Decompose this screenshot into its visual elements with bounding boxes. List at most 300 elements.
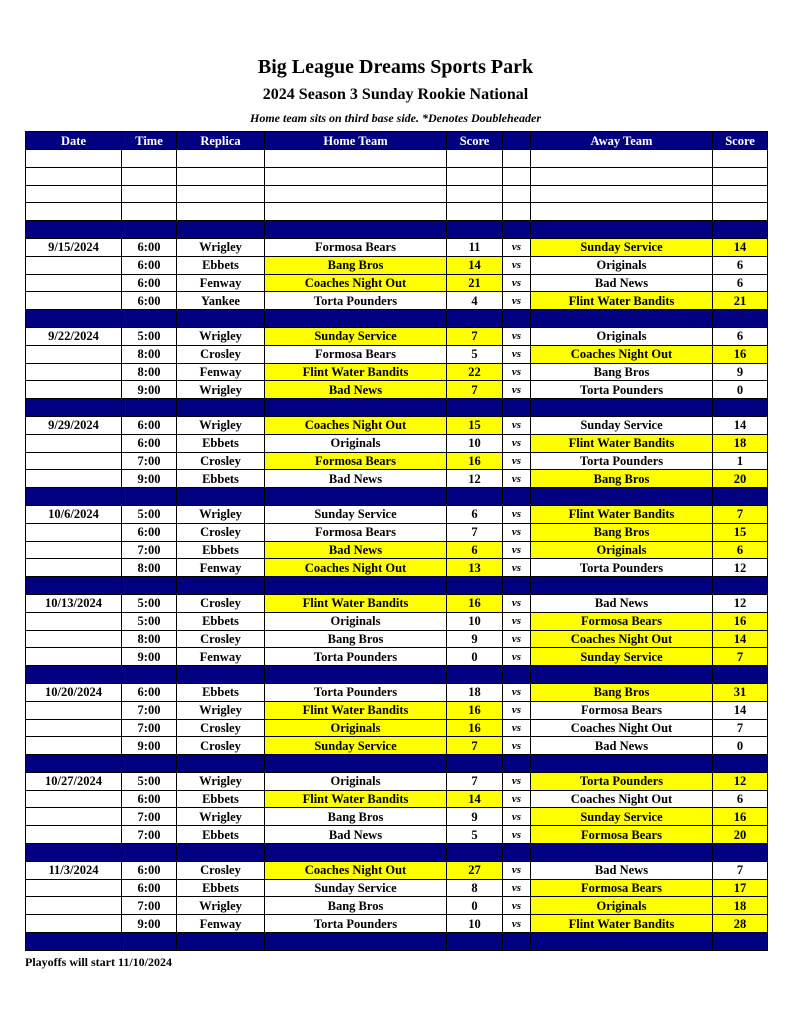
game-time: 6:00 xyxy=(122,523,177,541)
game-replica: Wrigley xyxy=(177,897,265,915)
game-date xyxy=(26,434,122,452)
away-score: 7 xyxy=(713,505,768,523)
away-score: 16 xyxy=(713,808,768,826)
game-date: 9/29/2024 xyxy=(26,416,122,434)
home-team: Originals xyxy=(265,612,447,630)
blank-cell xyxy=(122,203,177,221)
game-row xyxy=(26,897,768,915)
col-header-vs xyxy=(503,132,531,150)
week-separator xyxy=(26,666,768,684)
away-team: Bad News xyxy=(531,594,713,612)
blank-cell xyxy=(713,167,768,185)
blank-cell xyxy=(265,167,447,185)
home-score: 16 xyxy=(447,719,503,737)
away-score: 21 xyxy=(713,292,768,310)
vs-label: vs xyxy=(503,897,531,915)
game-date xyxy=(26,363,122,381)
away-score: 14 xyxy=(713,701,768,719)
blank-cell xyxy=(26,150,122,168)
home-score: 16 xyxy=(447,452,503,470)
separator-cell xyxy=(26,488,122,506)
home-team: Formosa Bears xyxy=(265,345,447,363)
home-score: 6 xyxy=(447,541,503,559)
blank-cell xyxy=(447,167,503,185)
home-team: Torta Pounders xyxy=(265,648,447,666)
separator-cell xyxy=(265,666,447,684)
game-replica: Wrigley xyxy=(177,701,265,719)
game-time: 7:00 xyxy=(122,452,177,470)
away-team: Formosa Bears xyxy=(531,879,713,897)
vs-label: vs xyxy=(503,327,531,345)
blank-cell xyxy=(713,185,768,203)
home-score: 7 xyxy=(447,381,503,399)
game-date: 11/3/2024 xyxy=(26,861,122,879)
vs-label: vs xyxy=(503,808,531,826)
separator-cell xyxy=(447,933,503,951)
away-score: 1 xyxy=(713,452,768,470)
separator-cell xyxy=(177,488,265,506)
home-score: 18 xyxy=(447,683,503,701)
separator-cell xyxy=(713,577,768,595)
game-replica: Wrigley xyxy=(177,381,265,399)
away-score: 7 xyxy=(713,648,768,666)
vs-label: vs xyxy=(503,648,531,666)
vs-label: vs xyxy=(503,345,531,363)
home-score: 0 xyxy=(447,897,503,915)
away-score: 12 xyxy=(713,594,768,612)
separator-cell xyxy=(531,399,713,417)
separator-cell xyxy=(531,666,713,684)
away-score: 18 xyxy=(713,897,768,915)
blank-cell xyxy=(122,167,177,185)
game-replica: Wrigley xyxy=(177,416,265,434)
home-team: Coaches Night Out xyxy=(265,274,447,292)
away-team: Sunday Service xyxy=(531,648,713,666)
game-replica: Crosley xyxy=(177,452,265,470)
away-team: Bang Bros xyxy=(531,470,713,488)
vs-label: vs xyxy=(503,292,531,310)
away-team: Bad News xyxy=(531,737,713,755)
game-replica: Crosley xyxy=(177,737,265,755)
away-team: Formosa Bears xyxy=(531,612,713,630)
game-time: 7:00 xyxy=(122,826,177,844)
blank-cell xyxy=(447,185,503,203)
game-replica: Fenway xyxy=(177,648,265,666)
separator-cell xyxy=(447,399,503,417)
vs-label: vs xyxy=(503,505,531,523)
separator-cell xyxy=(122,666,177,684)
game-time: 6:00 xyxy=(122,434,177,452)
home-team: Bad News xyxy=(265,826,447,844)
away-team: Bang Bros xyxy=(531,523,713,541)
game-replica: Wrigley xyxy=(177,772,265,790)
game-replica: Yankee xyxy=(177,292,265,310)
separator-cell xyxy=(26,844,122,862)
game-date xyxy=(26,345,122,363)
away-team: Flint Water Bandits xyxy=(531,505,713,523)
away-score: 0 xyxy=(713,737,768,755)
week-separator xyxy=(26,221,768,239)
separator-cell xyxy=(26,933,122,951)
separator-cell xyxy=(122,310,177,328)
separator-cell xyxy=(177,933,265,951)
home-score: 21 xyxy=(447,274,503,292)
vs-label: vs xyxy=(503,737,531,755)
away-score: 7 xyxy=(713,719,768,737)
game-time: 6:00 xyxy=(122,790,177,808)
away-score: 6 xyxy=(713,790,768,808)
game-replica: Wrigley xyxy=(177,505,265,523)
separator-cell xyxy=(26,755,122,773)
away-score: 14 xyxy=(713,416,768,434)
game-date xyxy=(26,648,122,666)
separator-cell xyxy=(713,755,768,773)
game-row xyxy=(26,737,768,755)
home-team: Originals xyxy=(265,772,447,790)
home-team: Sunday Service xyxy=(265,505,447,523)
separator-cell xyxy=(447,755,503,773)
separator-cell xyxy=(26,577,122,595)
vs-label: vs xyxy=(503,274,531,292)
game-date: 10/13/2024 xyxy=(26,594,122,612)
separator-cell xyxy=(503,577,531,595)
separator-cell xyxy=(265,577,447,595)
game-replica: Ebbets xyxy=(177,683,265,701)
vs-label: vs xyxy=(503,915,531,933)
game-time: 6:00 xyxy=(122,861,177,879)
vs-label: vs xyxy=(503,470,531,488)
separator-cell xyxy=(531,755,713,773)
game-replica: Ebbets xyxy=(177,470,265,488)
week-separator xyxy=(26,488,768,506)
empty-row xyxy=(26,150,768,168)
away-team: Originals xyxy=(531,256,713,274)
away-team: Bang Bros xyxy=(531,683,713,701)
game-date xyxy=(26,292,122,310)
away-team: Torta Pounders xyxy=(531,381,713,399)
separator-cell xyxy=(177,310,265,328)
empty-row xyxy=(26,203,768,221)
separator-cell xyxy=(122,221,177,239)
separator-cell xyxy=(531,221,713,239)
separator-cell xyxy=(503,310,531,328)
vs-label: vs xyxy=(503,594,531,612)
home-team: Sunday Service xyxy=(265,879,447,897)
home-team: Bad News xyxy=(265,470,447,488)
vs-label: vs xyxy=(503,772,531,790)
separator-cell xyxy=(503,755,531,773)
vs-label: vs xyxy=(503,238,531,256)
separator-cell xyxy=(447,488,503,506)
game-time: 7:00 xyxy=(122,541,177,559)
game-row xyxy=(26,274,768,292)
blank-cell xyxy=(503,150,531,168)
vs-label: vs xyxy=(503,381,531,399)
vs-label: vs xyxy=(503,790,531,808)
blank-cell xyxy=(531,167,713,185)
game-time: 6:00 xyxy=(122,416,177,434)
game-time: 8:00 xyxy=(122,630,177,648)
game-time: 6:00 xyxy=(122,238,177,256)
home-score: 10 xyxy=(447,612,503,630)
away-team: Sunday Service xyxy=(531,808,713,826)
blank-cell xyxy=(26,167,122,185)
game-date xyxy=(26,808,122,826)
home-score: 5 xyxy=(447,345,503,363)
game-date xyxy=(26,737,122,755)
blank-cell xyxy=(177,203,265,221)
home-team: Coaches Night Out xyxy=(265,416,447,434)
game-time: 6:00 xyxy=(122,683,177,701)
away-team: Originals xyxy=(531,327,713,345)
home-team: Torta Pounders xyxy=(265,292,447,310)
game-date xyxy=(26,630,122,648)
blank-cell xyxy=(26,185,122,203)
away-score: 7 xyxy=(713,861,768,879)
away-team: Bang Bros xyxy=(531,363,713,381)
separator-cell xyxy=(265,488,447,506)
game-row xyxy=(26,772,768,790)
separator-cell xyxy=(447,310,503,328)
separator-cell xyxy=(26,666,122,684)
blank-cell xyxy=(26,203,122,221)
playoffs-note: Playoffs will start 11/10/2024 xyxy=(25,955,172,969)
separator-cell xyxy=(177,666,265,684)
away-team: Torta Pounders xyxy=(531,559,713,577)
away-team: Flint Water Bandits xyxy=(531,434,713,452)
separator-cell xyxy=(713,399,768,417)
home-team: Torta Pounders xyxy=(265,683,447,701)
empty-row xyxy=(26,185,768,203)
game-row xyxy=(26,345,768,363)
vs-label: vs xyxy=(503,879,531,897)
separator-cell xyxy=(265,221,447,239)
blank-cell xyxy=(265,203,447,221)
vs-label: vs xyxy=(503,559,531,577)
blank-cell xyxy=(177,167,265,185)
game-replica: Crosley xyxy=(177,345,265,363)
blank-cell xyxy=(713,203,768,221)
home-team: Formosa Bears xyxy=(265,452,447,470)
blank-cell xyxy=(713,150,768,168)
away-team: Coaches Night Out xyxy=(531,790,713,808)
game-row xyxy=(26,434,768,452)
separator-cell xyxy=(447,577,503,595)
home-score: 0 xyxy=(447,648,503,666)
home-score: 7 xyxy=(447,327,503,345)
game-row xyxy=(26,505,768,523)
game-time: 7:00 xyxy=(122,897,177,915)
game-time: 5:00 xyxy=(122,327,177,345)
away-team: Bad News xyxy=(531,274,713,292)
away-team: Sunday Service xyxy=(531,416,713,434)
home-score: 16 xyxy=(447,594,503,612)
blank-cell xyxy=(503,185,531,203)
game-row xyxy=(26,327,768,345)
game-replica: Wrigley xyxy=(177,808,265,826)
game-row xyxy=(26,879,768,897)
game-date xyxy=(26,541,122,559)
separator-cell xyxy=(265,399,447,417)
blank-cell xyxy=(265,150,447,168)
game-date: 9/15/2024 xyxy=(26,238,122,256)
separator-cell xyxy=(122,399,177,417)
game-replica: Crosley xyxy=(177,523,265,541)
separator-cell xyxy=(713,221,768,239)
separator-cell xyxy=(265,933,447,951)
away-team: Formosa Bears xyxy=(531,826,713,844)
game-replica: Crosley xyxy=(177,630,265,648)
separator-cell xyxy=(177,755,265,773)
game-row xyxy=(26,790,768,808)
game-row xyxy=(26,915,768,933)
away-score: 9 xyxy=(713,363,768,381)
separator-cell xyxy=(447,666,503,684)
game-date xyxy=(26,274,122,292)
blank-cell xyxy=(122,150,177,168)
separator-cell xyxy=(265,755,447,773)
vs-label: vs xyxy=(503,523,531,541)
home-score: 12 xyxy=(447,470,503,488)
game-row xyxy=(26,238,768,256)
blank-cell xyxy=(447,203,503,221)
separator-cell xyxy=(503,488,531,506)
away-team: Torta Pounders xyxy=(531,452,713,470)
separator-cell xyxy=(531,933,713,951)
separator-cell xyxy=(503,399,531,417)
away-score: 20 xyxy=(713,826,768,844)
home-score: 9 xyxy=(447,630,503,648)
home-score: 7 xyxy=(447,523,503,541)
away-team: Sunday Service xyxy=(531,238,713,256)
home-team: Formosa Bears xyxy=(265,238,447,256)
col-header-home-score: Score xyxy=(447,132,503,150)
col-header-away-team: Away Team xyxy=(531,132,713,150)
col-header-replica: Replica xyxy=(177,132,265,150)
vs-label: vs xyxy=(503,416,531,434)
vs-label: vs xyxy=(503,701,531,719)
away-team: Formosa Bears xyxy=(531,701,713,719)
week-separator xyxy=(26,577,768,595)
away-score: 6 xyxy=(713,256,768,274)
vs-label: vs xyxy=(503,452,531,470)
week-separator xyxy=(26,399,768,417)
blank-cell xyxy=(265,185,447,203)
game-row xyxy=(26,648,768,666)
col-header-date: Date xyxy=(26,132,122,150)
blank-cell xyxy=(503,203,531,221)
away-team: Coaches Night Out xyxy=(531,345,713,363)
game-time: 5:00 xyxy=(122,594,177,612)
blank-cell xyxy=(531,150,713,168)
away-score: 18 xyxy=(713,434,768,452)
game-date xyxy=(26,915,122,933)
away-score: 16 xyxy=(713,345,768,363)
home-score: 4 xyxy=(447,292,503,310)
blank-cell xyxy=(177,185,265,203)
separator-cell xyxy=(265,844,447,862)
game-row xyxy=(26,612,768,630)
away-score: 20 xyxy=(713,470,768,488)
separator-cell xyxy=(122,844,177,862)
game-date xyxy=(26,719,122,737)
game-row xyxy=(26,826,768,844)
separator-cell xyxy=(26,399,122,417)
away-team: Originals xyxy=(531,897,713,915)
vs-label: vs xyxy=(503,256,531,274)
game-time: 6:00 xyxy=(122,879,177,897)
game-row xyxy=(26,523,768,541)
week-separator xyxy=(26,933,768,951)
game-row xyxy=(26,861,768,879)
away-score: 14 xyxy=(713,630,768,648)
home-score: 5 xyxy=(447,826,503,844)
separator-cell xyxy=(26,310,122,328)
vs-label: vs xyxy=(503,630,531,648)
page-note: Home team sits on third base side. *Denotes Doubleheader xyxy=(250,111,541,125)
game-date xyxy=(26,256,122,274)
game-time: 8:00 xyxy=(122,345,177,363)
game-time: 5:00 xyxy=(122,612,177,630)
game-replica: Ebbets xyxy=(177,434,265,452)
separator-cell xyxy=(503,666,531,684)
away-team: Originals xyxy=(531,541,713,559)
game-date xyxy=(26,701,122,719)
game-replica: Ebbets xyxy=(177,256,265,274)
separator-cell xyxy=(531,488,713,506)
away-score: 12 xyxy=(713,772,768,790)
game-time: 6:00 xyxy=(122,274,177,292)
game-date xyxy=(26,381,122,399)
game-replica: Ebbets xyxy=(177,790,265,808)
away-team: Flint Water Bandits xyxy=(531,292,713,310)
game-date xyxy=(26,897,122,915)
vs-label: vs xyxy=(503,434,531,452)
week-separator xyxy=(26,755,768,773)
home-team: Coaches Night Out xyxy=(265,861,447,879)
home-score: 15 xyxy=(447,416,503,434)
page-title: Big League Dreams Sports Park xyxy=(257,56,534,78)
home-team: Sunday Service xyxy=(265,327,447,345)
game-replica: Crosley xyxy=(177,594,265,612)
home-team: Flint Water Bandits xyxy=(265,594,447,612)
game-date xyxy=(26,612,122,630)
separator-cell xyxy=(122,933,177,951)
home-team: Flint Water Bandits xyxy=(265,363,447,381)
game-row xyxy=(26,808,768,826)
game-date xyxy=(26,826,122,844)
separator-cell xyxy=(531,310,713,328)
game-row xyxy=(26,594,768,612)
game-date xyxy=(26,879,122,897)
game-row xyxy=(26,292,768,310)
game-date xyxy=(26,452,122,470)
game-date xyxy=(26,790,122,808)
game-row xyxy=(26,416,768,434)
away-score: 14 xyxy=(713,238,768,256)
game-replica: Ebbets xyxy=(177,826,265,844)
game-row xyxy=(26,559,768,577)
home-score: 7 xyxy=(447,737,503,755)
week-separator xyxy=(26,844,768,862)
game-row xyxy=(26,470,768,488)
schedule-table xyxy=(25,131,768,951)
blank-cell xyxy=(177,150,265,168)
header-row xyxy=(26,132,768,150)
col-header-away-score: Score xyxy=(713,132,768,150)
separator-cell xyxy=(713,666,768,684)
blank-cell xyxy=(531,185,713,203)
